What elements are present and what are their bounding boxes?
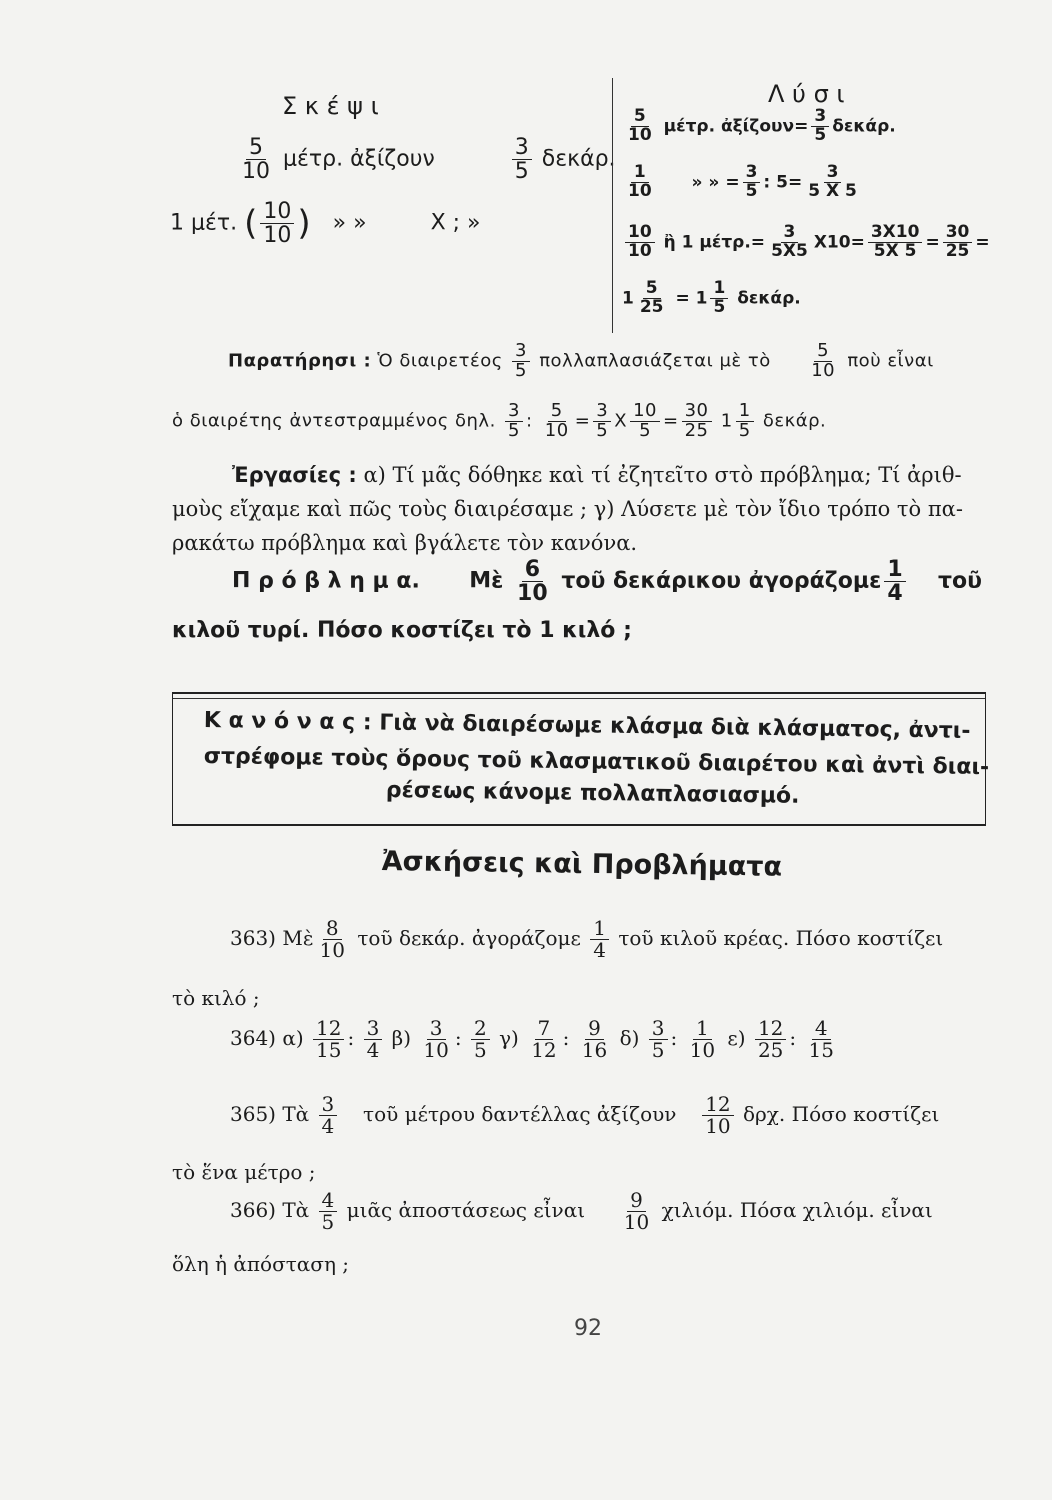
lysi-line3: $\frac{10}{10}$ ἢ 1 μέτρ.= $\frac{3}{5X5}$ Χ10= $\frac{3X10}{5X 5}$ = $\frac{30}{25}$ = [622, 224, 990, 261]
skepsi-row1: $\frac{5}{10}$ μέτρ. ἀξίζουν $\frac{3}{5}$ δεκάρ. [236, 136, 616, 183]
problima-line2: κιλοῦ τυρί. Πόσο κοστίζει τὸ 1 κιλό ; [172, 618, 632, 643]
fraction: $\frac{30}{25}$ [943, 224, 973, 261]
fraction: $\frac{9}{16}$ [581, 1016, 608, 1062]
section-title: Ἀσκήσεις καὶ Προβλήματα [381, 846, 783, 883]
exercise-365-line2: τὸ ἕνα μέτρο ; [172, 1160, 316, 1184]
fraction: $\frac{5}{10}$ [242, 135, 270, 185]
fraction: $\frac{1}{10}$ [689, 1016, 716, 1062]
fraction: $\frac{12}{15}$ [313, 1018, 344, 1061]
paratirisi-line1: Παρατήρησι : Ὁ διαιρετέος $\frac{3}{5}$ πολλαπλασιάζεται μὲ τὸ $\frac{5}{10}$ ποὺ εἶναι [228, 340, 934, 381]
fraction: $\frac{1}{5}$ [736, 402, 754, 441]
fraction: $\frac{3}{5 X 5}$ [808, 162, 857, 201]
exercise-366-line2: ὅλη ἡ ἀπόσταση ; [172, 1252, 350, 1276]
fraction: $\frac{5}{10}$ [544, 400, 569, 441]
lysi-line1: $\frac{5}{10}$ μέτρ. ἀξίζουν= $\frac{3}{5}$ δεκάρ. [622, 108, 896, 145]
exercise-364: 364) α) $\frac{12}{15}$ : $\frac{3}{4}$ β) $\frac{3}{10}$ : $\frac{2}{5}$ γ) $\frac{7}{12}$ : $\frac{9}{16}$ δ) $\frac{3}{5}$ : $\frac{1}{10}$ ε) $\frac{12}{25}$ : $\frac{4}{15}$ [230, 1018, 840, 1061]
paratirisi-line2: ὁ διαιρέτης ἀντεστραμμένος δηλ. $\frac{3}{5}$ : $\frac{5}{10}$ = $\frac{3}{5}$ Χ $\frac{10}{5}$ = $\frac{30}{25}$ 1 $\frac{1}{5}$ δεκάρ. [172, 400, 827, 441]
lysi-line2: $\frac{1}{10}$ » » = $\frac{3}{5}$ : 5= $\frac{3}{5 X 5}$ [622, 164, 863, 201]
ergasies-line3: ρακάτω πρόβλημα καὶ βγάλετε τὸν κανόνα. [172, 531, 638, 555]
fraction: $\frac{1}{5}$ [710, 280, 728, 317]
kanonas-line2: στρέφομε τοὺς ὅρους τοῦ κλασματικοῦ διαιρέτου καὶ ἀντὶ διαι- [203, 744, 990, 780]
kanonas-line1: Κ α ν ό ν α ς : Γιὰ νὰ διαιρέσωμε κλάσμα διὰ κλάσματος, ἀντι- [203, 708, 971, 744]
kanonas-line3: ρέσεως κάνομε πολλαπλασιασμό. [385, 778, 800, 809]
exercise-365: 365) Τὰ $\frac{3}{4}$ τοῦ μέτρου δαντέλλας ἀξίζουν $\frac{12}{10}$ δρχ. Πόσο κοστίζει [230, 1092, 940, 1138]
lysi-line4: 1 $\frac{5}{25}$ = 1 $\frac{1}{5}$ δεκάρ. [622, 278, 801, 317]
fraction: $\frac{8}{10}$ [319, 916, 345, 962]
fraction: $\frac{1}{10}$ [628, 162, 652, 201]
fraction: $\frac{9}{10}$ [623, 1188, 650, 1234]
fraction: $\frac{3}{10}$ [423, 1016, 449, 1062]
exercise-363: 363) Μὲ $\frac{8}{10}$ τοῦ δεκάρ. ἀγοράζομε $\frac{1}{4}$ τοῦ κιλοῦ κρέας. Πόσο κοστίζει [230, 916, 944, 962]
fraction: $\frac{1}{4}$ [884, 558, 905, 605]
skepsi-row2: 1 μέτ. ( $\frac{10}{10}$ ) » » Χ ; » [170, 199, 481, 249]
fraction: $\frac{12}{10}$ [702, 1094, 733, 1137]
fraction: $\frac{7}{12}$ [531, 1016, 557, 1062]
page-number: 92 [574, 1316, 602, 1341]
fraction: $\frac{3}{5}$ [649, 1018, 668, 1061]
fraction: $\frac{1}{4}$ [590, 918, 609, 961]
problima-line1: Π ρ ό β λ η μ α. Μὲ $\frac{6}{10}$ τοῦ δεκάρικου ἀγοράζομε $\frac{1}{4}$ τοῦ [232, 557, 982, 607]
column-divider [612, 78, 613, 333]
fraction: $\frac{3X10}{5X 5}$ [868, 224, 923, 261]
lysi-title: Λ ύ σ ι [768, 80, 845, 108]
ergasies-line2: μοὺς εἴχαμε καὶ πῶς τοὺς διαιρέσαμε ; γ) Λύσετε μὲ τὸν ἴδιο τρόπο τὸ πα- [172, 497, 963, 521]
fraction: $\frac{3}{4}$ [364, 1018, 383, 1061]
skepsi-title: Σ κ έ ψ ι [282, 92, 379, 120]
fraction: $\frac{6}{10}$ [517, 557, 548, 607]
fraction: $\frac{5}{25}$ [639, 278, 664, 317]
fraction: $\frac{4}{5}$ [319, 1190, 338, 1233]
fraction: $\frac{12}{25}$ [755, 1018, 786, 1061]
fraction: $\frac{3}{5}$ [743, 164, 761, 201]
fraction: $\frac{3}{5}$ [593, 402, 611, 441]
exercise-363-line2: τὸ κιλό ; [172, 986, 260, 1010]
fraction: $\frac{5}{10}$ [628, 106, 652, 145]
fraction: $\frac{10}{5}$ [630, 402, 660, 441]
ergasies-block [172, 458, 972, 560]
fraction: $\frac{2}{5}$ [471, 1018, 490, 1061]
fraction: $\frac{10}{10}$ [625, 224, 655, 261]
ergasies-line1: Ἐργασίες : α) Τί μᾶς δόθηκε καὶ τί ἐζητεῖτο στὸ πρόβλημα; Τί ἀριθ- [232, 463, 962, 487]
fraction: $\frac{3}{5}$ [811, 108, 829, 145]
fraction: $\frac{5}{10}$ [811, 340, 836, 381]
fraction: $\frac{10}{10}$ [260, 200, 294, 247]
fraction: $\frac{3}{5}$ [512, 136, 532, 183]
exercise-366: 366) Τὰ $\frac{4}{5}$ μιᾶς ἀποστάσεως εἶναι $\frac{9}{10}$ χιλιόμ. Πόσα χιλιόμ. εἶναι [230, 1188, 933, 1234]
fraction: $\frac{4}{15}$ [808, 1016, 834, 1062]
fraction: $\frac{30}{25}$ [682, 402, 712, 441]
fraction: $\frac{3}{5X5}$ [771, 222, 808, 261]
fraction: $\frac{3}{5}$ [512, 342, 530, 381]
fraction: $\frac{3}{4}$ [319, 1094, 338, 1137]
fraction: $\frac{3}{5}$ [505, 402, 523, 441]
